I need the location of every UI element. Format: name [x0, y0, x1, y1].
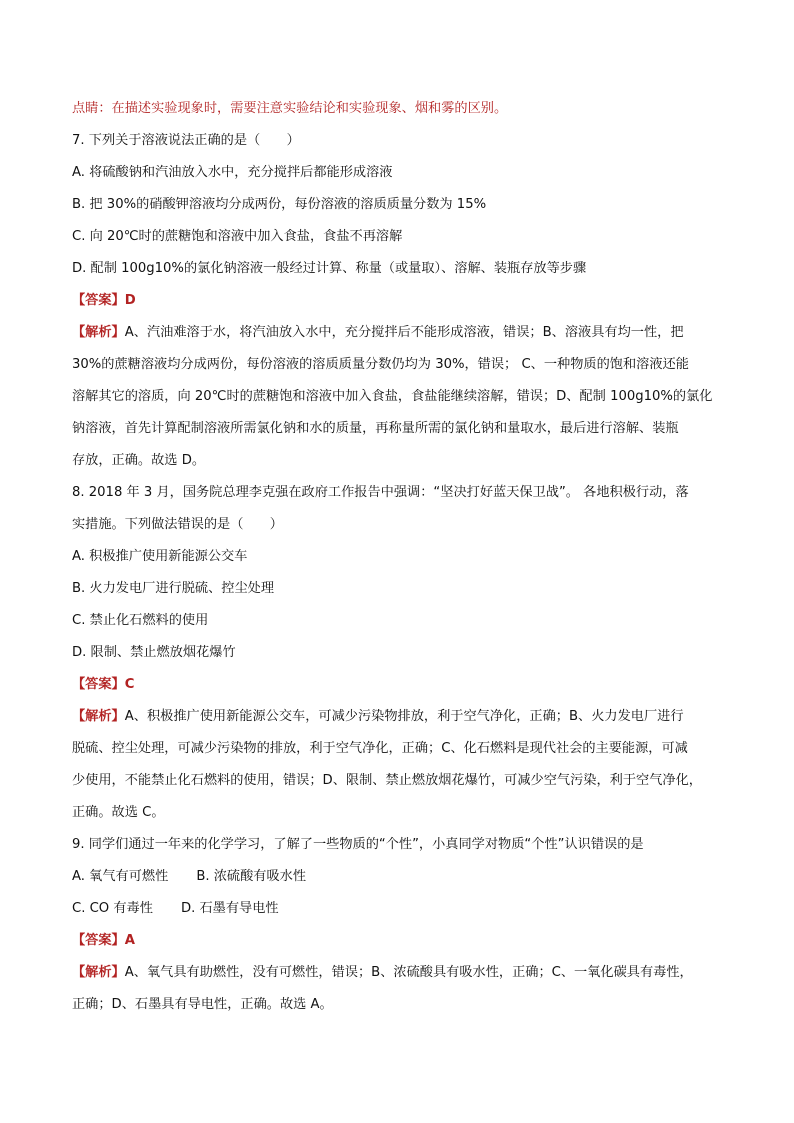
- stem-line: 8. 2018 年 3 月，国务院总理李克强在政府工作报告中强调：“坚决打好蓝天保卫战”。 各地积极行动，落: [72, 485, 689, 500]
- stem-line: 实措施。下列做法错误的是（ ）: [72, 517, 283, 532]
- analysis-line: 正确。故选 C。: [72, 805, 165, 820]
- note-text: ：在描述实验现象时，需要注意实验结论和实验现象、烟和雾的区别。: [98, 101, 508, 116]
- answer-label: 【答案】: [72, 933, 125, 948]
- question-7-answer: [72, 290, 722, 311]
- question-8-analysis: [72, 706, 722, 823]
- analysis-line: 【解析】A、积极推广使用新能源公交车，可减少污染物排放，利于空气净化，正确；B、火力发电厂进行: [72, 709, 684, 724]
- answer-value: C: [124, 677, 135, 692]
- answer-label: 【答案】: [72, 677, 125, 692]
- note-label: 点睛: [72, 101, 99, 116]
- question-8-option-b: B. 火力发电厂进行脱硫、控尘处理: [72, 581, 275, 596]
- analysis-line: 30%的蔗糖溶液均分成两份，每份溶液的溶质质量分数仍均为 30%，错误； C、一种物质的饱和溶液还能: [72, 357, 689, 372]
- analysis-line: 脱硫、控尘处理，可减少污染物的排放，利于空气净化，正确；C、化石燃料是现代社会的主要能源，可减: [72, 741, 688, 756]
- analysis-line: 【解析】A、汽油难溶于水，将汽油放入水中，充分搅拌后不能形成溶液，错误；B、溶液具有均一性，把: [72, 325, 684, 340]
- analysis-label: 【解析】: [72, 709, 125, 724]
- analysis-line: 【解析】A、氧气具有助燃性，没有可燃性，错误；B、浓硫酸具有吸水性，正确；C、一氧化碳具有毒性，: [72, 965, 693, 980]
- analysis-label: 【解析】: [72, 325, 125, 340]
- question-8-option-c: C. 禁止化石燃料的使用: [72, 613, 209, 628]
- question-8-option-a: A. 积极推广使用新能源公交车: [72, 549, 248, 564]
- question-8-option-d: D. 限制、禁止燃放烟花爆竹: [72, 645, 236, 660]
- document-page: [72, 98, 722, 1015]
- question-7-option-a: A. 将硫酸钠和汽油放入水中，充分搅拌后都能形成溶液: [72, 165, 393, 180]
- question-9-stem: 9. 同学们通过一年来的化学学习，了解了一些物质的“个性”，小真同学对物质“个性”认识错误的是: [72, 837, 644, 852]
- answer-label: 【答案】: [72, 293, 125, 308]
- question-9-option-a: A. 氧气有可燃性: [72, 869, 169, 884]
- analysis-line: 少使用，不能禁止化石燃料的使用，错误；D、限制、禁止燃放烟花爆竹，可减少空气污染，利于空气净化，: [72, 773, 702, 788]
- question-9-answer: [72, 930, 722, 951]
- question-9-options-row-2: [72, 898, 722, 919]
- analysis-label: 【解析】: [72, 965, 125, 980]
- question-9-option-d: D. 石墨有导电性: [180, 901, 279, 916]
- question-8-stem: [72, 482, 722, 535]
- answer-value: A: [124, 933, 135, 948]
- analysis-line: 溶解其它的溶质，向 20℃时的蔗糖饱和溶液中加入食盐，食盐能继续溶解，错误；D、配制 100g10%的氯化: [72, 389, 713, 404]
- analysis-line: 正确；D、石墨具有导电性，正确。故选 A。: [72, 997, 333, 1012]
- question-9-options-row-1: [72, 866, 722, 887]
- question-7-stem: 7. 下列关于溶液说法正确的是（ ）: [72, 133, 300, 148]
- question-9-analysis: [72, 962, 722, 1015]
- analysis-line: 存放，正确。故选 D。: [72, 453, 206, 468]
- analysis-line: 钠溶液，首先计算配制溶液所需氯化钠和水的质量，再称量所需的氯化钠和量取水，最后进行溶解、装瓶: [72, 421, 679, 436]
- question-7-option-d: D. 配制 100g10%的氯化钠溶液一般经过计算、称量（或量取）、溶解、装瓶存放等步骤: [72, 261, 587, 276]
- question-8-answer: [72, 674, 722, 695]
- question-7-analysis: [72, 322, 722, 471]
- answer-value: D: [124, 293, 136, 308]
- note-line: [72, 98, 722, 119]
- question-9-option-b: B. 浓硫酸有吸水性: [196, 869, 307, 884]
- question-9-option-c: C. CO 有毒性: [72, 901, 153, 916]
- question-7-option-b: B. 把 30%的硝酸钾溶液均分成两份，每份溶液的溶质质量分数为 15%: [72, 197, 487, 212]
- question-7-option-c: C. 向 20℃时的蔗糖饱和溶液中加入食盐，食盐不再溶解: [72, 229, 403, 244]
